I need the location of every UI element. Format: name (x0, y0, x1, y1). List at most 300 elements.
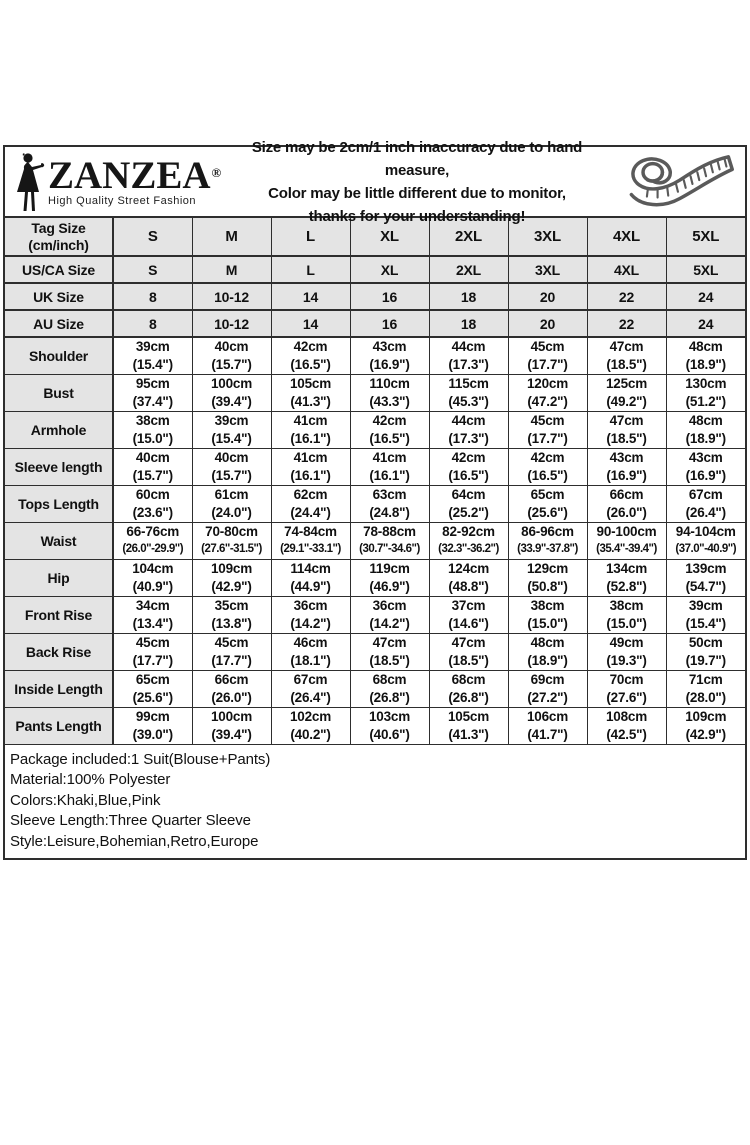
row-label-cell: Bust (5, 374, 113, 411)
cm-value: 45cm (135, 635, 170, 650)
inch-value: (41.3") (448, 726, 489, 742)
measure-row (5, 670, 745, 707)
cm-value: 63cm (372, 487, 407, 502)
size-value-cell: 5XL (666, 256, 745, 283)
cm-value: 41cm (293, 450, 328, 465)
cm-value: 95cm (135, 376, 170, 391)
size-value-cell: 8 (113, 310, 192, 337)
size-value-cell: 14 (271, 283, 350, 310)
cm-value: 45cm (530, 339, 565, 355)
cm-value: 100cm (210, 376, 253, 391)
cm-value: 50cm (688, 635, 723, 650)
cm-value: 48cm (530, 635, 565, 650)
measure-value-cell (113, 559, 192, 596)
measure-value-cell (192, 596, 271, 633)
inch-value: (41.7") (527, 726, 568, 742)
inch-value: (39.4") (211, 726, 252, 742)
brand-tagline: High Quality Street Fashion (48, 194, 197, 207)
inch-value: (37.0"-40.9") (675, 542, 737, 555)
measure-value-cell (587, 596, 666, 633)
inch-value: (15.7") (211, 356, 252, 372)
inch-value: (50.8") (527, 578, 568, 594)
measure-value-cell (192, 559, 271, 596)
notice-line: Color may be little different due to monitor, (268, 184, 566, 202)
cm-value: 45cm (214, 635, 249, 650)
cm-value: 71cm (688, 672, 723, 687)
header (5, 138, 745, 225)
inch-value: (43.3") (369, 393, 410, 409)
inch-value: (24.4") (290, 504, 331, 520)
measure-value-cell (429, 522, 508, 559)
cm-value: 78-88cm (363, 524, 416, 539)
cm-value: 38cm (530, 598, 565, 613)
cm-value: 74-84cm (284, 524, 337, 539)
inch-value: (13.8") (211, 615, 252, 631)
inch-value: (40.2") (290, 726, 331, 742)
inch-value: (26.4") (685, 504, 726, 520)
measuring-tape-icon (611, 150, 741, 214)
inch-value: (17.7") (527, 356, 568, 372)
cm-value: 45cm (530, 413, 565, 428)
inch-value: (17.7") (132, 652, 173, 668)
cm-value: 134cm (605, 561, 648, 576)
measure-value-cell (113, 522, 192, 559)
cm-value: 105cm (447, 709, 490, 724)
size-chart-sheet (3, 138, 747, 860)
inch-value: (16.9") (606, 467, 647, 483)
cm-value: 34cm (135, 598, 170, 613)
size-table-body (5, 218, 745, 744)
measure-value-cell (587, 670, 666, 707)
cm-value: 68cm (372, 672, 407, 687)
measure-value-cell (429, 670, 508, 707)
inch-value: (18.5") (369, 652, 410, 668)
measure-row (5, 448, 745, 485)
inch-value: (15.4") (211, 430, 252, 446)
inch-value: (18.9") (685, 356, 726, 372)
inch-value: (26.4") (290, 689, 331, 705)
measure-row (5, 596, 745, 633)
size-value-cell: 2XL (429, 256, 508, 283)
row-label-cell: Shoulder (5, 337, 113, 374)
cm-value: 100cm (210, 709, 253, 724)
measure-value-cell (666, 707, 745, 744)
measure-value-cell (192, 633, 271, 670)
measure-value-cell (587, 522, 666, 559)
measure-value-cell (508, 485, 587, 522)
inch-value: (49.2") (606, 393, 647, 409)
size-value-cell: 10-12 (192, 310, 271, 337)
measure-value-cell (271, 374, 350, 411)
inch-value: (17.3") (448, 356, 489, 372)
inch-value: (16.1") (369, 467, 410, 483)
size-value-cell: XL (350, 256, 429, 283)
cm-value: 44cm (451, 413, 486, 428)
cm-value: 36cm (293, 598, 328, 613)
inch-value: (54.7") (685, 578, 726, 594)
measure-value-cell (271, 448, 350, 485)
cm-value: 109cm (685, 709, 727, 724)
inch-value: (40.6") (369, 726, 410, 742)
inch-value: (48.8") (448, 578, 489, 594)
cm-value: 115cm (448, 376, 489, 391)
column-header-cell: M (192, 218, 271, 256)
measure-value-cell (666, 337, 745, 374)
measure-value-cell (666, 485, 745, 522)
measure-value-cell (429, 633, 508, 670)
cm-value: 114cm (290, 561, 331, 576)
cm-value: 61cm (214, 487, 249, 502)
cm-value: 130cm (685, 376, 727, 391)
inch-value: (18.5") (448, 652, 489, 668)
measure-value-cell (350, 707, 429, 744)
inch-value: (29.1"-33.1") (280, 542, 341, 555)
inch-value: (24.8") (369, 504, 410, 520)
inch-value: (41.3") (290, 393, 331, 409)
cm-value: 103cm (368, 709, 411, 724)
measure-value-cell (587, 633, 666, 670)
measure-value-cell (271, 522, 350, 559)
brand-logo (11, 150, 225, 214)
inch-value: (15.0") (132, 430, 173, 446)
measure-value-cell (192, 707, 271, 744)
measure-value-cell (429, 485, 508, 522)
inch-value: (25.2") (448, 504, 489, 520)
measure-value-cell (429, 559, 508, 596)
row-label-cell: Waist (5, 522, 113, 559)
measure-value-cell (587, 374, 666, 411)
cm-value: 82-92cm (442, 524, 495, 539)
cm-value: 69cm (530, 672, 565, 687)
woman-silhouette-icon (11, 152, 47, 214)
cm-value: 120cm (526, 376, 569, 391)
row-label-cell: UK Size (5, 283, 113, 310)
measure-value-cell (666, 559, 745, 596)
measure-value-cell (113, 448, 192, 485)
measure-value-cell (508, 596, 587, 633)
size-value-cell: 10-12 (192, 283, 271, 310)
cm-value: 67cm (688, 487, 723, 502)
measure-value-cell (508, 448, 587, 485)
inch-value: (40.9") (132, 578, 173, 594)
inch-value: (16.9") (685, 467, 726, 483)
measure-value-cell (429, 707, 508, 744)
measure-value-cell (192, 485, 271, 522)
size-value-cell: 3XL (508, 256, 587, 283)
inch-value: (44.9") (290, 578, 331, 594)
measure-value-cell (192, 670, 271, 707)
cm-value: 47cm (609, 413, 644, 428)
product-detail-line: Material:100% Polyester (10, 771, 171, 788)
row-label-cell: Armhole (5, 411, 113, 448)
measure-value-cell (666, 448, 745, 485)
cm-value: 62cm (293, 487, 328, 502)
cm-value: 65cm (135, 672, 170, 687)
measure-row (5, 522, 745, 559)
size-value-cell: 18 (429, 310, 508, 337)
measure-value-cell (508, 337, 587, 374)
notice-line: Size may be 2cm/1 inch inaccuracy due to hand measure, (251, 138, 583, 179)
measure-value-cell (508, 670, 587, 707)
cm-value: 102cm (289, 709, 332, 724)
inch-value: (16.5") (369, 430, 410, 446)
product-detail-line: Package included:1 Suit(Blouse+Pants) (10, 750, 271, 768)
measure-value-cell (350, 670, 429, 707)
measure-value-cell (271, 707, 350, 744)
size-value-cell: 14 (271, 310, 350, 337)
inch-value: (26.8") (369, 689, 410, 705)
size-value-cell: 18 (429, 283, 508, 310)
inch-value: (16.1") (290, 430, 331, 446)
inch-value: (17.3") (448, 430, 489, 446)
measure-value-cell (271, 411, 350, 448)
cm-value: 46cm (293, 635, 328, 650)
brand-name: ZANZEA® (48, 153, 222, 197)
measure-value-cell (666, 411, 745, 448)
column-header-cell: 4XL (587, 218, 666, 256)
inch-value: (24.0") (211, 504, 252, 520)
cm-value: 43cm (688, 450, 723, 465)
measure-value-cell (113, 707, 192, 744)
row-label-cell: Back Rise (5, 633, 113, 670)
measure-value-cell (508, 374, 587, 411)
inch-value: (26.0"-29.9") (122, 542, 184, 555)
cm-value: 40cm (135, 450, 170, 465)
size-value-cell: 8 (113, 283, 192, 310)
cm-value: 124cm (447, 561, 490, 576)
size-value-cell: S (113, 256, 192, 283)
measure-value-cell (508, 522, 587, 559)
cm-value: 37cm (451, 598, 486, 613)
inch-value: (16.9") (369, 356, 410, 372)
measure-value-cell (508, 707, 587, 744)
measure-value-cell (587, 411, 666, 448)
cm-value: 106cm (526, 709, 569, 724)
inch-value: (15.7") (211, 467, 252, 483)
size-value-cell: L (271, 256, 350, 283)
inch-value: (18.1") (290, 652, 331, 668)
row-label-cell: Sleeve length (5, 448, 113, 485)
inch-value: (18.5") (606, 430, 647, 446)
inch-value: (15.4") (685, 615, 726, 631)
cm-value: 36cm (372, 598, 407, 613)
measure-value-cell (350, 633, 429, 670)
cm-value: 65cm (530, 487, 565, 502)
inch-value: (14.2") (369, 615, 410, 631)
measure-value-cell (113, 670, 192, 707)
measure-value-cell (587, 337, 666, 374)
measure-value-cell (113, 337, 192, 374)
measure-value-cell (192, 448, 271, 485)
inch-value: (42.5") (606, 726, 647, 742)
measure-value-cell (666, 596, 745, 633)
cm-value: 139cm (685, 561, 727, 576)
measure-value-cell (429, 596, 508, 633)
cm-value: 110cm (369, 376, 410, 391)
cm-value: 70-80cm (205, 524, 258, 539)
inch-value: (27.6"-31.5") (201, 542, 262, 555)
cm-value: 38cm (609, 598, 644, 613)
inch-value: (15.0") (606, 615, 647, 631)
cm-value: 125cm (605, 376, 648, 391)
registered-mark: ® (211, 164, 222, 180)
column-header-cell: 3XL (508, 218, 587, 256)
cm-value: 99cm (135, 709, 170, 724)
row-label-cell: Inside Length (5, 670, 113, 707)
cm-value: 44cm (451, 339, 486, 355)
measure-value-cell (350, 596, 429, 633)
measure-value-cell (192, 337, 271, 374)
cm-value: 39cm (214, 413, 249, 428)
measure-value-cell (666, 522, 745, 559)
measure-value-cell (113, 485, 192, 522)
size-row (5, 310, 745, 337)
measure-value-cell (192, 522, 271, 559)
cm-value: 43cm (372, 339, 407, 355)
row-label-cell: Front Rise (5, 596, 113, 633)
inch-value: (26.0") (606, 504, 647, 520)
inch-value: (18.5") (606, 356, 647, 372)
cm-value: 47cm (451, 635, 486, 650)
column-header-cell: 5XL (666, 218, 745, 256)
measure-value-cell (350, 485, 429, 522)
measure-value-cell (113, 596, 192, 633)
inch-value: (17.7") (211, 652, 252, 668)
brand-logo-text (48, 153, 222, 207)
size-value-cell: 24 (666, 283, 745, 310)
measure-value-cell (350, 374, 429, 411)
inch-value: (32.3"-36.2") (438, 542, 499, 555)
inch-value: (33.9"-37.8") (517, 542, 578, 555)
cm-value: 35cm (214, 598, 249, 613)
measure-value-cell (192, 374, 271, 411)
measure-row (5, 559, 745, 596)
inch-value: (25.6") (132, 689, 173, 705)
measure-row (5, 707, 745, 744)
cm-value: 66cm (609, 487, 644, 502)
size-value-cell: 16 (350, 283, 429, 310)
inch-value: (25.6") (527, 504, 568, 520)
measure-value-cell (429, 448, 508, 485)
inch-value: (26.0") (211, 689, 252, 705)
measure-value-cell (587, 707, 666, 744)
inch-value: (45.3") (448, 393, 489, 409)
corner-line2: (cm/inch) (28, 236, 89, 253)
inch-value: (27.2") (527, 689, 568, 705)
inch-value: (16.5") (527, 467, 568, 483)
measure-row (5, 411, 745, 448)
size-table (5, 218, 745, 745)
inch-value: (13.4") (132, 615, 173, 631)
measure-value-cell (350, 559, 429, 596)
cm-value: 94-104cm (675, 524, 736, 539)
column-header-cell: L (271, 218, 350, 256)
measure-value-cell (429, 337, 508, 374)
measure-value-cell (113, 633, 192, 670)
row-label-cell: Pants Length (5, 707, 113, 744)
measure-value-cell (350, 411, 429, 448)
cm-value: 129cm (526, 561, 569, 576)
cm-value: 42cm (451, 450, 486, 465)
measure-value-cell (587, 485, 666, 522)
cm-value: 47cm (609, 339, 644, 355)
product-details (5, 745, 745, 859)
cm-value: 48cm (688, 339, 723, 355)
inch-value: (30.7"-34.6") (359, 542, 420, 555)
measure-value-cell (350, 448, 429, 485)
inch-value: (15.7") (132, 467, 173, 483)
cm-value: 39cm (688, 598, 723, 613)
measure-value-cell (113, 374, 192, 411)
cm-value: 40cm (214, 450, 249, 465)
row-label-cell: US/CA Size (5, 256, 113, 283)
inch-value: (26.8") (448, 689, 489, 705)
inch-value: (39.4") (211, 393, 252, 409)
cm-value: 47cm (372, 635, 407, 650)
cm-value: 70cm (609, 672, 644, 687)
inch-value: (18.9") (527, 652, 568, 668)
cm-value: 41cm (372, 450, 407, 465)
row-label-cell: AU Size (5, 310, 113, 337)
cm-value: 66-76cm (126, 524, 180, 539)
cm-value: 38cm (135, 413, 170, 428)
cm-value: 60cm (135, 487, 170, 502)
cm-value: 41cm (293, 413, 328, 428)
cm-value: 66cm (214, 672, 249, 687)
inch-value: (23.6") (132, 504, 173, 520)
measure-row (5, 374, 745, 411)
inch-value: (51.2") (685, 393, 726, 409)
inch-value: (47.2") (527, 393, 568, 409)
measure-value-cell (113, 411, 192, 448)
inch-value: (46.9") (369, 578, 410, 594)
inch-value: (27.6") (606, 689, 647, 705)
cm-value: 40cm (214, 339, 249, 355)
inch-value: (42.9") (211, 578, 252, 594)
measure-row (5, 633, 745, 670)
cm-value: 49cm (609, 635, 644, 650)
measure-value-cell (587, 448, 666, 485)
column-header-cell: XL (350, 218, 429, 256)
inch-value: (16.5") (290, 356, 331, 372)
inch-value: (15.4") (132, 356, 173, 372)
cm-value: 39cm (135, 339, 170, 355)
inch-value: (18.9") (685, 430, 726, 446)
measure-value-cell (271, 337, 350, 374)
measure-value-cell (271, 596, 350, 633)
notice-line: thanks for your understanding! (308, 207, 526, 225)
size-value-cell: 20 (508, 283, 587, 310)
size-value-cell: 24 (666, 310, 745, 337)
size-value-cell: M (192, 256, 271, 283)
corner-line1: Tag Size (31, 219, 86, 236)
measure-value-cell (508, 633, 587, 670)
size-value-cell: 16 (350, 310, 429, 337)
cm-value: 104cm (132, 561, 174, 576)
measure-row (5, 337, 745, 374)
size-notice (225, 136, 611, 228)
cm-value: 67cm (293, 672, 328, 687)
cm-value: 86-96cm (521, 524, 574, 539)
measure-value-cell (429, 374, 508, 411)
size-value-cell: 22 (587, 283, 666, 310)
measure-value-cell (666, 374, 745, 411)
inch-value: (15.0") (527, 615, 568, 631)
corner-header-cell (5, 218, 113, 256)
cm-value: 68cm (451, 672, 486, 687)
inch-value: (28.0") (685, 689, 726, 705)
measure-row (5, 485, 745, 522)
